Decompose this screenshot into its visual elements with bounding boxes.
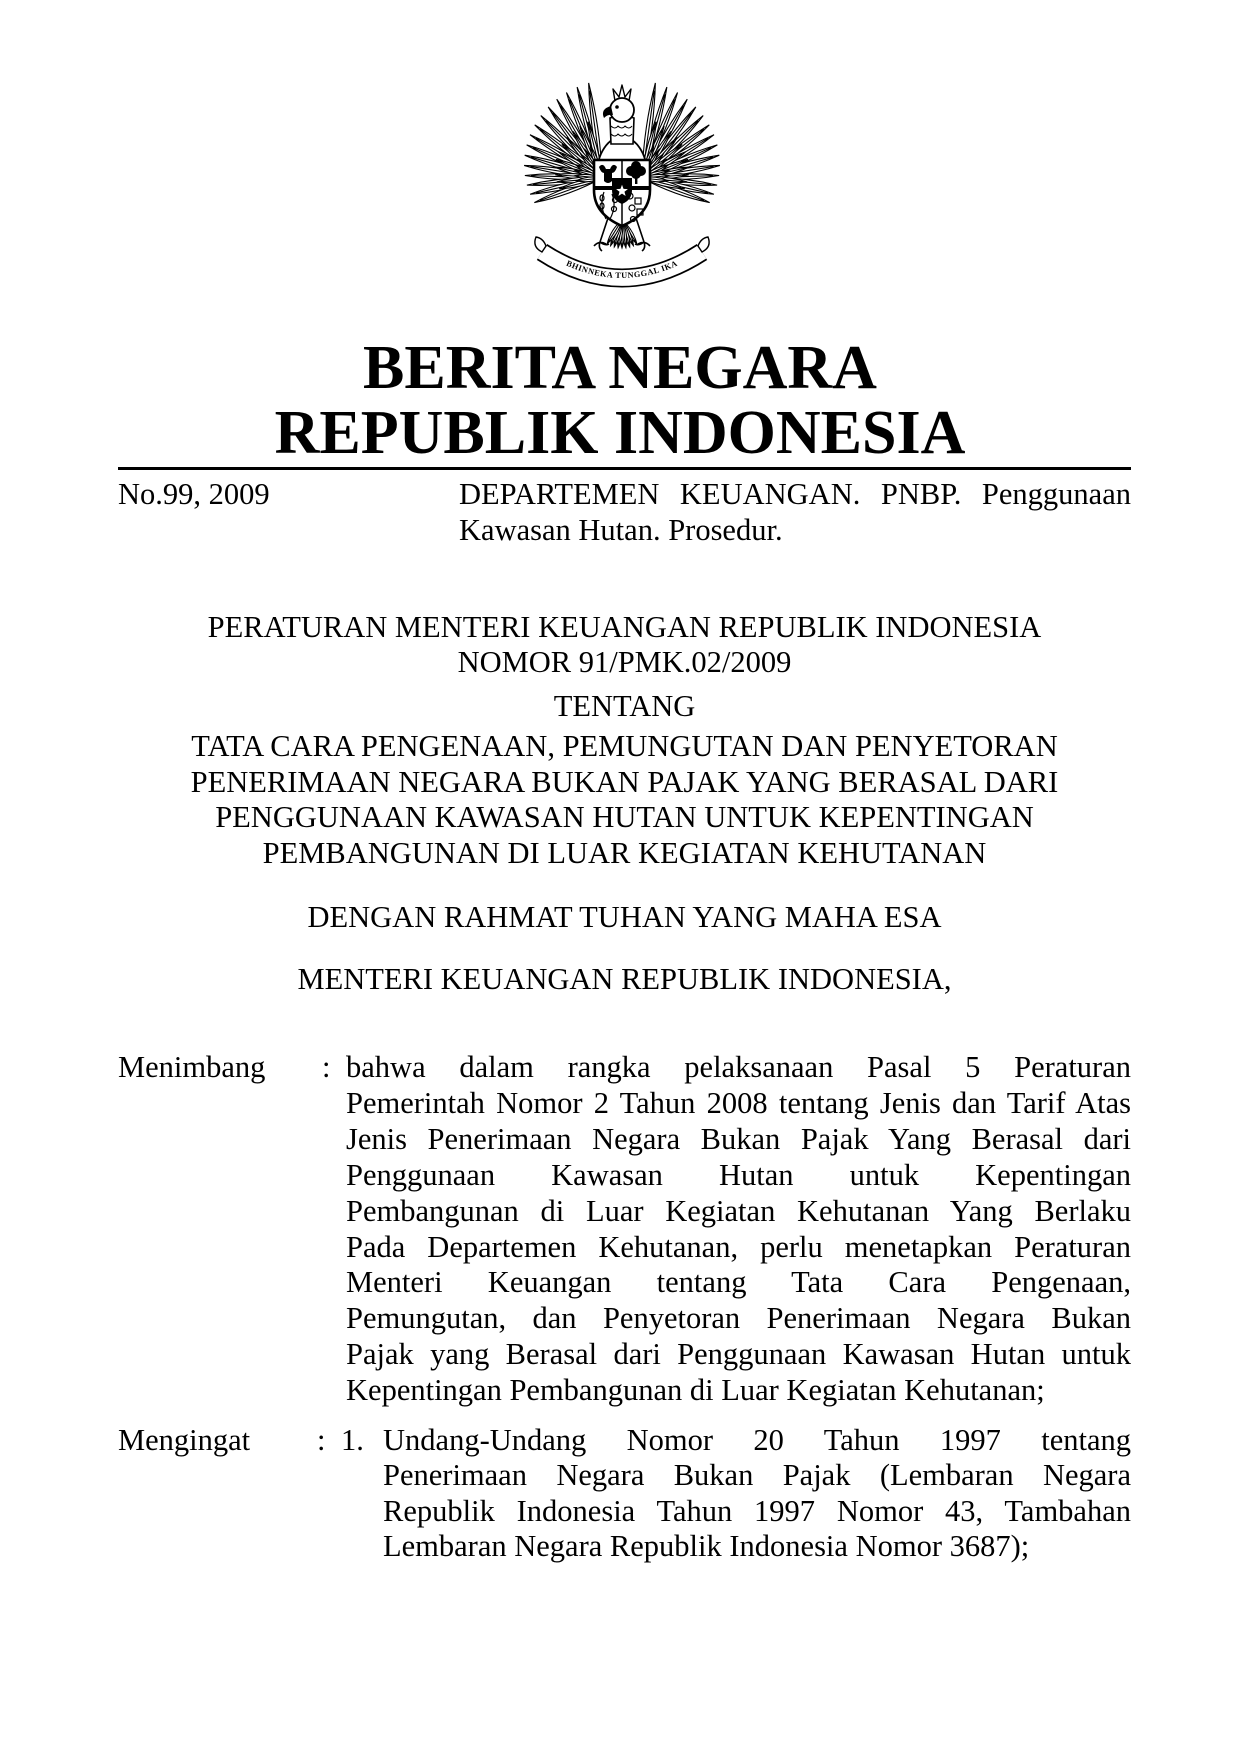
left-talon	[594, 218, 609, 251]
recalling-line: Lembaran Negara Republik Indonesia Nomor 3687);	[383, 1528, 1030, 1563]
ribbon-left-curl	[535, 237, 546, 252]
recalling-label: Mengingat	[118, 1423, 251, 1457]
right-talon	[635, 218, 650, 251]
recalling-separator: :	[317, 1423, 326, 1457]
considering-separator: :	[322, 1050, 331, 1084]
issue-subject-line: Kawasan Hutan. Prosedur.	[459, 513, 783, 547]
considering-line: Penggunaan Kawasan Hutan untuk Kepentingan	[346, 1157, 1131, 1192]
regulation-title-line: TATA CARA PENGENAAN, PEMUNGUTAN DAN PENYETORAN	[191, 729, 1058, 763]
garuda-emblem	[520, 82, 724, 302]
considering-text	[346, 1050, 1131, 1409]
recalling-item-number: 1.	[341, 1423, 364, 1457]
regulation-about: TENTANG	[553, 689, 696, 723]
ribbon-right-curl	[698, 237, 709, 252]
recalling-line: Undang-Undang Nomor 20 Tahun 1997 tentang	[383, 1423, 1131, 1457]
regulation-heading	[118, 610, 1131, 680]
eye	[615, 105, 619, 109]
considering-line: bahwa dalam rangka pelaksanaan Pasal 5 Peraturan	[346, 1050, 1131, 1084]
right-wing	[642, 83, 720, 203]
regulation-title	[118, 729, 1131, 872]
issue-subject-line: DEPARTEMEN KEUANGAN. PNBP. Penggunaan	[459, 477, 1131, 511]
considering-line: Pemungutan, dan Penyetoran Penerimaan Negara Bukan	[346, 1301, 1131, 1336]
considering-line: Menteri Keuangan tentang Tata Cara Pengenaan,	[346, 1265, 1131, 1300]
recalling-line: Penerimaan Negara Bukan Pajak (Lembaran Negara	[383, 1458, 1131, 1493]
considering-line: Pada Departemen Kehutanan, perlu menetapkan Peraturan	[346, 1229, 1131, 1264]
shield	[594, 160, 650, 226]
considering-line: Pemerintah Nomor 2 Tahun 2008 tentang Jenis dan Tarif Atas	[346, 1085, 1131, 1120]
considering-line: Pembangunan di Luar Kegiatan Kehutanan Yang Berlaku	[346, 1193, 1131, 1228]
regulation-type: PERATURAN MENTERI KEUANGAN REPUBLIK INDONESIA	[207, 610, 1042, 644]
head	[603, 85, 634, 122]
recalling-item-text	[383, 1423, 1131, 1564]
considering-line: Pajak yang Berasal dari Penggunaan Kawasan Hutan untuk	[346, 1337, 1131, 1372]
issue-subject	[459, 476, 1131, 548]
regulation-title-line: PENGGUNAAN KAWASAN HUTAN UNTUK KEPENTINGAN	[215, 800, 1034, 835]
masthead-title: BERITA NEGARA	[363, 334, 877, 402]
motto-text: BHINNEKA TUNGGAL IKA	[564, 258, 680, 281]
considering-line: Jenis Penerimaan Negara Bukan Pajak Yang Berasal dari	[346, 1121, 1131, 1156]
considering-line: Kepentingan Pembangunan di Luar Kegiatan Kehutanan;	[346, 1373, 1045, 1408]
left-wing	[524, 83, 602, 203]
regulation-title-line: PENERIMAAN NEGARA BUKAN PAJAK YANG BERASAL DARI	[190, 764, 1059, 799]
invocation: DENGAN RAHMAT TUHAN YANG MAHA ESA	[307, 900, 942, 934]
considering-label: Menimbang	[118, 1050, 266, 1084]
masthead-divider	[118, 467, 1131, 470]
issue-number: No.99, 2009	[118, 477, 270, 511]
regulation-title-line: PEMBANGUNAN DI LUAR KEGIATAN KEHUTANAN	[262, 836, 987, 871]
recalling-line: Republik Indonesia Tahun 1997 Nomor 43, Tambahan	[383, 1493, 1131, 1528]
regulation-number: NOMOR 91/PMK.02/2009	[457, 645, 792, 679]
masthead-subtitle: REPUBLIK INDONESIA	[274, 399, 966, 467]
issuing-authority: MENTERI KEUANGAN REPUBLIK INDONESIA,	[297, 962, 952, 996]
